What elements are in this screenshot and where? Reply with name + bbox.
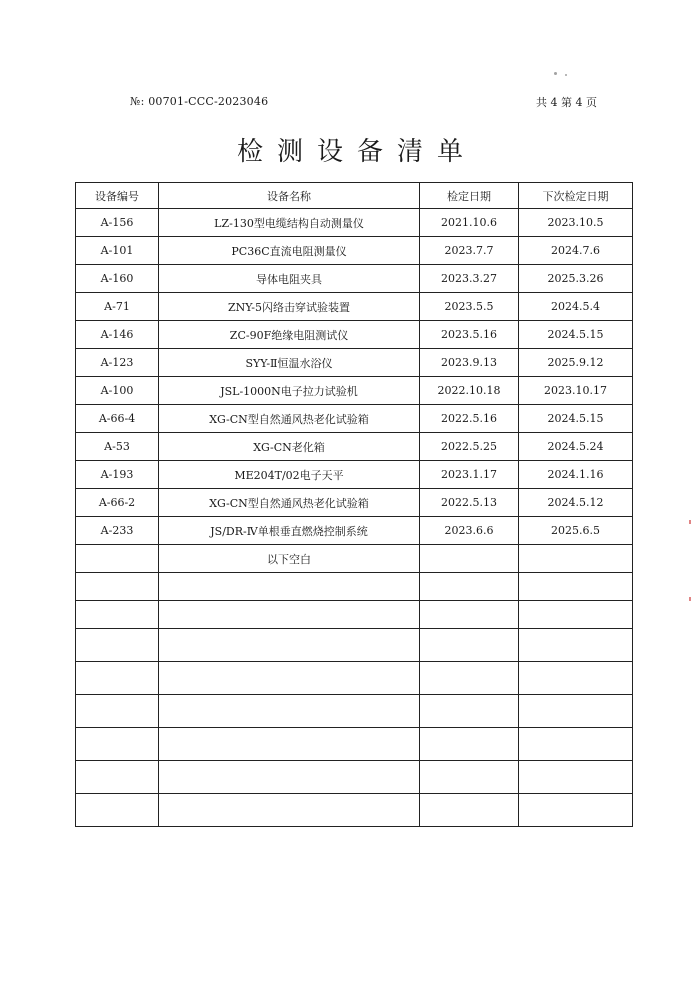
calibration-date: 2023.6.6: [420, 517, 519, 545]
empty-row: [76, 629, 633, 662]
table-header-row: [76, 183, 633, 209]
empty-row: [76, 761, 633, 794]
equipment-name: PC36C直流电阻测量仪: [159, 237, 420, 265]
empty-row: [76, 695, 633, 728]
table-row: [76, 237, 633, 265]
equipment-name: ME204T/02电子天平: [159, 461, 420, 489]
next-calibration-date: 2023.10.17: [519, 377, 633, 405]
header-calibration-date: 检定日期: [420, 183, 519, 209]
next-calibration-date: 2024.5.15: [519, 321, 633, 349]
page-title: 检测设备清单: [236, 137, 477, 167]
header-next-calibration-date: 下次检定日期: [519, 183, 633, 209]
calibration-date: 2023.3.27: [420, 265, 519, 293]
empty-row: [76, 728, 633, 761]
equipment-id: A-160: [76, 265, 159, 293]
calibration-date: 2023.1.17: [420, 461, 519, 489]
equipment-id: A-123: [76, 349, 159, 377]
next-calibration-date: 2025.6.5: [519, 517, 633, 545]
calibration-date: 2021.10.6: [420, 209, 519, 237]
equipment-id: A-100: [76, 377, 159, 405]
next-calibration-date: 2024.5.15: [519, 405, 633, 433]
end-note: 以下空白: [159, 545, 420, 573]
calibration-date: 2022.5.25: [420, 433, 519, 461]
next-calibration-date: 2025.9.12: [519, 349, 633, 377]
equipment-name: ZC-90F绝缘电阻测试仪: [159, 321, 420, 349]
equipment-id: A-66-4: [76, 405, 159, 433]
equipment-name: SYY-Ⅱ恒温水浴仪: [159, 349, 420, 377]
calibration-date: 2023.9.13: [420, 349, 519, 377]
table-row: [76, 321, 633, 349]
empty-row: [76, 573, 633, 601]
calibration-date: 2023.7.7: [420, 237, 519, 265]
table-row: [76, 265, 633, 293]
next-calibration-date: 2024.5.12: [519, 489, 633, 517]
next-calibration-date: 2024.7.6: [519, 237, 633, 265]
calibration-date: 2022.5.13: [420, 489, 519, 517]
equipment-name: XG-CN型自然通风热老化试验箱: [159, 489, 420, 517]
page-info: 共 4 第 4 页: [536, 96, 597, 109]
next-calibration-date: 2023.10.5: [519, 209, 633, 237]
equipment-name: XG-CN型自然通风热老化试验箱: [159, 405, 420, 433]
equipment-id: A-71: [76, 293, 159, 321]
empty-row: [76, 601, 633, 629]
empty-row: [76, 794, 633, 827]
equipment-name: 导体电阻夹具: [159, 265, 420, 293]
table-row: [76, 405, 633, 433]
equipment-id: A-193: [76, 461, 159, 489]
table-row: [76, 433, 633, 461]
next-calibration-date: 2024.5.24: [519, 433, 633, 461]
equipment-name: LZ-130型电缆结构自动测量仪: [159, 209, 420, 237]
equipment-id: A-66-2: [76, 489, 159, 517]
equipment-name: ZNY-5闪络击穿试验装置: [159, 293, 420, 321]
equipment-table: [75, 182, 633, 827]
table-row: [76, 517, 633, 545]
table-row: [76, 293, 633, 321]
next-calibration-date: 2024.1.16: [519, 461, 633, 489]
equipment-id: A-146: [76, 321, 159, 349]
calibration-date: 2022.10.18: [420, 377, 519, 405]
end-note-row: [76, 545, 633, 573]
equipment-id: A-156: [76, 209, 159, 237]
equipment-name: JS/DR-Ⅳ单根垂直燃烧控制系统: [159, 517, 420, 545]
table-row: [76, 377, 633, 405]
calibration-date: 2022.5.16: [420, 405, 519, 433]
empty-row: [76, 662, 633, 695]
next-calibration-date: 2025.3.26: [519, 265, 633, 293]
header-equipment-name: 设备名称: [159, 183, 420, 209]
document-number: №: 00701-CCC-2023046: [130, 95, 269, 108]
equipment-id: A-233: [76, 517, 159, 545]
equipment-name: XG-CN老化箱: [159, 433, 420, 461]
table-row: [76, 349, 633, 377]
equipment-id: A-101: [76, 237, 159, 265]
equipment-id: A-53: [76, 433, 159, 461]
next-calibration-date: 2024.5.4: [519, 293, 633, 321]
header-equipment-id: 设备编号: [76, 183, 159, 209]
table-row: [76, 461, 633, 489]
equipment-name: JSL-1000N电子拉力试验机: [159, 377, 420, 405]
table-row: [76, 489, 633, 517]
table-row: [76, 209, 633, 237]
calibration-date: 2023.5.5: [420, 293, 519, 321]
calibration-date: 2023.5.16: [420, 321, 519, 349]
